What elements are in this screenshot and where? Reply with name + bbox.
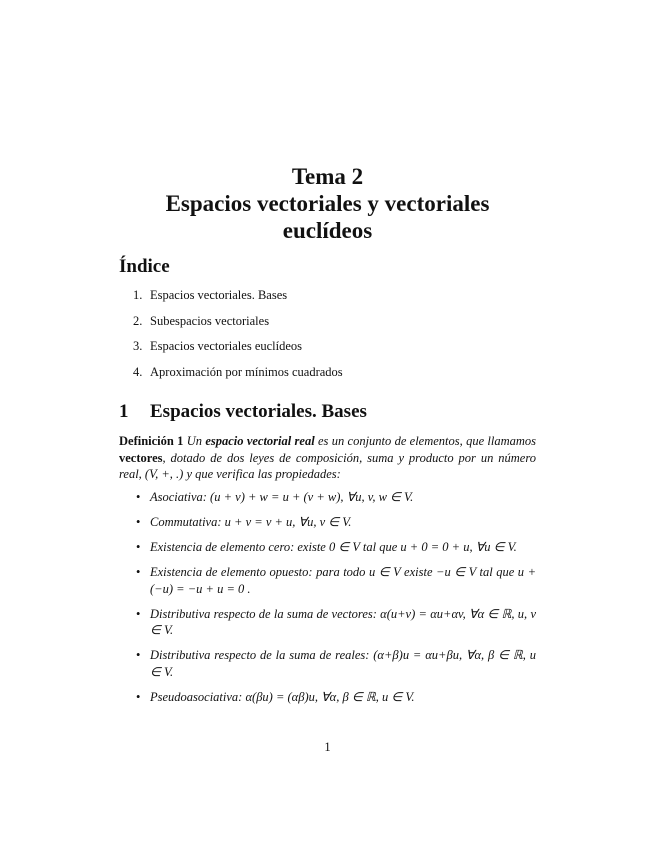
title-line-1: Tema 2 [291,164,364,189]
toc-item[interactable] [133,338,343,364]
definition-text-1: Un [186,434,203,448]
toc-item-number: 2. [133,313,143,328]
toc-item[interactable] [133,364,343,390]
table-of-contents [133,287,343,389]
title-line-2: Espacios vectoriales y vectoriales [165,191,490,216]
document-title [0,163,655,244]
section-number: 1 [119,401,129,422]
properties-list [133,489,536,705]
title-line-3: euclídeos [282,218,373,243]
toc-item-text: Espacios vectoriales euclídeos [150,339,303,353]
toc-item[interactable] [133,313,343,339]
toc-item-text: Aproximación por mínimos cuadrados [150,364,343,379]
toc-item-number: 1. [133,288,143,302]
property-zero-element: • Existencia de elemento cero: existe 0 ∈ V tal que u + 0 = 0 + u, ∀u ∈ V. [133,539,536,556]
property-distributive-vectors: • Distributiva respecto de la suma de vectores: α(u+v) = αu+αv, ∀α ∈ ℝ, u, v ∈ V. [133,606,536,639]
toc-item-text: Subespacios vectoriales [150,313,270,328]
definition-term-vectores: vectores [119,450,163,465]
toc-item-number: 3. [133,339,143,353]
definition-block [119,433,536,483]
definition-text-2: es un conjunto de elementos, que llamamos [318,434,537,448]
section-title: Espacios vectoriales. Bases [150,401,367,422]
definition-term-espacio-vectorial: espacio vectorial real [205,434,315,448]
toc-item[interactable] [133,287,343,313]
page-number: 1 [324,740,331,754]
definition-label: Definición 1 [119,434,184,448]
property-distributive-reals: • Distributiva respecto de la suma de reales: (α+β)u = αu+βu, ∀α, β ∈ ℝ, u ∈ V. [133,647,536,680]
property-opposite-element: • Existencia de elemento opuesto: para todo u ∈ V existe −u ∈ V tal que u + (−u) = −u + u = 0 . [133,564,536,597]
toc-item-number: 4. [133,364,143,379]
property-commutative: • Commutativa: u + v = v + u, ∀u, v ∈ V. [133,514,536,531]
toc-item-text: Espacios vectoriales. Bases [150,288,288,302]
property-associative: • Asociativa: (u + v) + w = u + (v + w), ∀u, v, w ∈ V. [133,489,536,506]
definition-text-3: , dotado de dos leyes de composición, suma y producto por un número real, (V, +, .) y que verifica las propiedades: [119,450,536,481]
property-pseudoassociative: • Pseudoasociativa: α(βu) = (αβ)u, ∀α, β ∈ ℝ, u ∈ V. [133,689,536,706]
index-heading: Índice [119,256,170,277]
section-heading [119,401,367,423]
